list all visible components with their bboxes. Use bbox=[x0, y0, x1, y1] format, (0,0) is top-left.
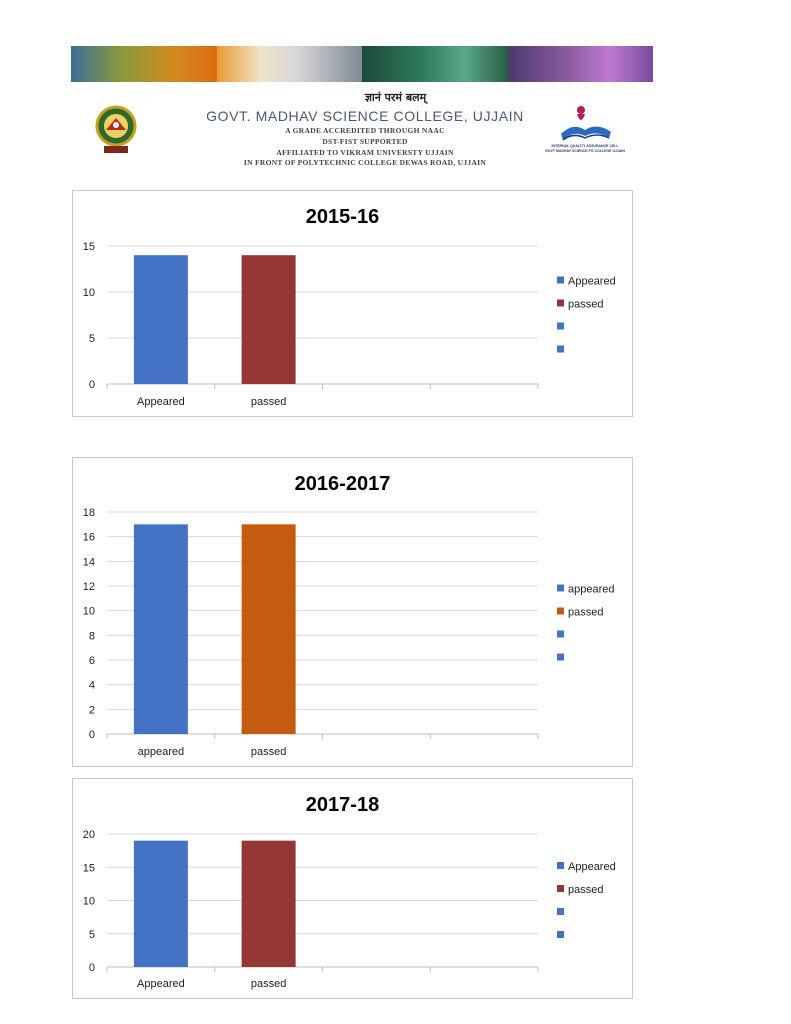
address-line: IN FRONT OF POLYTECHNIC COLLEGE DEWAS ROAD, UJJAIN bbox=[243, 158, 487, 167]
bar-appeared bbox=[134, 524, 188, 734]
legend-swatch bbox=[557, 654, 564, 661]
x-category-label: passed bbox=[250, 978, 287, 990]
y-tick-label: 14 bbox=[82, 556, 95, 569]
iqac-book-icon bbox=[533, 104, 637, 144]
y-tick-label: 10 bbox=[82, 895, 95, 908]
legend-swatch bbox=[557, 608, 564, 615]
bar-passed bbox=[242, 524, 296, 734]
chart-title: 2016-2017 bbox=[294, 473, 391, 495]
affiliation-line: AFFILIATED TO VIKRAM UNIVERSTY UJJAIN bbox=[276, 148, 454, 157]
chart-title: 2015-16 bbox=[305, 206, 380, 228]
legend-swatch bbox=[557, 300, 564, 307]
legend-swatch bbox=[557, 908, 564, 915]
legend-swatch bbox=[557, 631, 564, 638]
legend-label: Appeared bbox=[568, 861, 616, 873]
y-tick-label: 8 bbox=[88, 630, 95, 643]
iqac-caption-line1: INTERNAL QUALITY ASSURANCE CELL bbox=[551, 144, 619, 148]
banner-image-molecules bbox=[362, 46, 508, 82]
banner-image-atoms bbox=[508, 46, 654, 82]
chart-panel-2017-18 bbox=[72, 778, 633, 999]
legend-swatch bbox=[557, 931, 564, 938]
banner-image-robot bbox=[217, 46, 363, 82]
support-line: DST-FIST SUPPORTED bbox=[322, 137, 408, 146]
y-tick-label: 0 bbox=[88, 379, 95, 391]
iqac-caption-line2: GOVT MADHAV SCIENCE PG COLLEGE UJJAIN bbox=[545, 149, 625, 153]
y-tick-label: 0 bbox=[88, 729, 95, 741]
banner-image-chemistry bbox=[71, 46, 217, 82]
legend-label: passed bbox=[568, 298, 604, 311]
chart-2017-18 bbox=[73, 779, 632, 998]
legend-label: passed bbox=[568, 884, 604, 896]
y-tick-label: 2 bbox=[88, 704, 95, 717]
y-tick-label: 5 bbox=[88, 333, 95, 345]
legend-label: passed bbox=[568, 606, 604, 619]
y-tick-label: 16 bbox=[82, 531, 95, 544]
y-tick-label: 6 bbox=[88, 655, 95, 667]
iqac-logo bbox=[533, 104, 637, 158]
x-category-label: Appeared bbox=[137, 978, 185, 990]
legend-swatch bbox=[557, 585, 564, 592]
college-name: GOVT. MADHAV SCIENCE COLLEGE, UJJAIN bbox=[206, 108, 524, 124]
bar-passed bbox=[242, 255, 296, 384]
chart-title: 2017-18 bbox=[305, 794, 380, 816]
chart-panel-2016-2017 bbox=[72, 457, 633, 767]
y-tick-label: 10 bbox=[82, 605, 95, 618]
x-category-label: passed bbox=[250, 396, 287, 408]
legend-swatch bbox=[557, 277, 564, 284]
x-category-label: Appeared bbox=[137, 396, 185, 408]
x-category-label: passed bbox=[250, 746, 287, 758]
y-tick-label: 5 bbox=[88, 928, 95, 941]
y-tick-label: 15 bbox=[82, 862, 95, 875]
college-motto: ज्ञानं परमं बलम् bbox=[364, 91, 427, 104]
y-tick-label: 18 bbox=[82, 507, 95, 519]
bar-appeared bbox=[134, 255, 188, 384]
x-category-label: appeared bbox=[137, 746, 185, 758]
bar-appeared bbox=[134, 841, 188, 967]
accreditation-line: A GRADE ACCREDITED THROUGH NAAC bbox=[285, 126, 445, 135]
chart-2016-2017 bbox=[73, 458, 632, 766]
legend-label: appeared bbox=[568, 583, 615, 596]
legend-swatch bbox=[557, 885, 564, 892]
y-tick-label: 20 bbox=[82, 829, 95, 841]
legend-swatch bbox=[557, 323, 564, 330]
legend-label: Appeared bbox=[568, 275, 616, 288]
header-banner bbox=[71, 46, 653, 82]
chart-2015-16 bbox=[73, 191, 632, 416]
y-tick-label: 4 bbox=[88, 679, 95, 692]
bar-passed bbox=[242, 841, 296, 967]
college-emblem-logo bbox=[90, 104, 142, 156]
chart-panel-2015-16 bbox=[72, 190, 633, 417]
y-tick-label: 12 bbox=[82, 581, 95, 593]
y-tick-label: 15 bbox=[82, 241, 95, 253]
legend-swatch bbox=[557, 862, 564, 869]
legend-swatch bbox=[557, 346, 564, 353]
y-tick-label: 10 bbox=[82, 287, 95, 299]
y-tick-label: 0 bbox=[88, 962, 95, 974]
